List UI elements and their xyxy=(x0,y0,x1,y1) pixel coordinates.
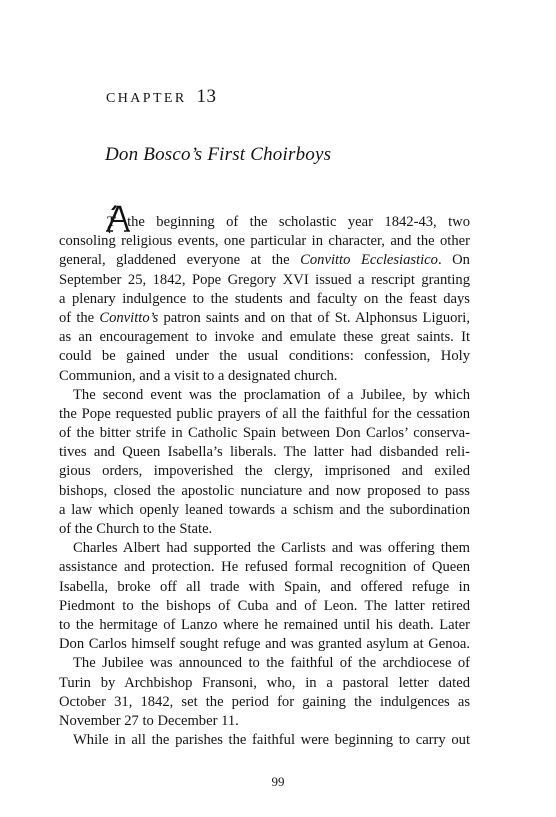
text-line: general, gladdened everyone at the Convitto Ecclesiastico. On xyxy=(59,252,470,269)
text-line: to the hermitage of Lanzo where he remained until his death. Later xyxy=(59,616,470,633)
text-line: bishops, closed the apostolic nunciature and now proposed to pass xyxy=(59,482,470,499)
text-line: of the Convitto’s patron saints and on that of St. Alphonsus Liguori, xyxy=(59,309,470,326)
chapter-title: Don Bosco’s First Choirboys xyxy=(105,144,332,165)
text-line: September 25, 1842, Pope Gregory XVI issued a rescript granting xyxy=(59,271,470,288)
text-line: as an encouragement to invoke and emulate these great saints. It xyxy=(59,329,470,346)
text-line: The second event was the proclamation of a Jubilee, by which xyxy=(73,386,470,403)
page-number: 99 xyxy=(271,774,285,789)
chapter-heading xyxy=(106,86,217,108)
text-line: Piedmont to the bishops of Cuba and of Leon. The latter retired xyxy=(59,597,470,614)
text-line: gious orders, impoverished the clergy, imprisoned and exiled xyxy=(59,463,470,480)
text-line: Turin by Archbishop Fransoni, who, in a pastoral letter dated xyxy=(59,674,470,691)
chapter-label: CHAPTER xyxy=(106,91,187,106)
text-line: tives and Queen Isabella’s liberals. The latter had disbanded reli- xyxy=(59,444,470,461)
text-line: Don Carlos himself sought refuge and was granted asylum at Genoa. xyxy=(59,636,470,653)
text-line: consoling religious events, one particular in character, and the other xyxy=(59,233,470,250)
text-line: T the beginning of the scholastic year 1842-43, two xyxy=(107,214,470,230)
paragraph-lines xyxy=(59,213,470,750)
text-line: could be gained under the usual conditions: confession, Holy xyxy=(59,348,470,365)
text-line: November 27 to December 11. xyxy=(59,712,239,729)
chapter-number: 13 xyxy=(196,86,217,107)
text-line: Isabella, broke off all trade with Spain, and offered refuge in xyxy=(59,578,470,595)
text-line: a law which openly leaned towards a schism and the subordination xyxy=(59,501,470,518)
text-line: Charles Albert had supported the Carlists and was offering them xyxy=(73,540,470,557)
text-line: Communion, and a visit to a designated church. xyxy=(59,367,338,384)
text-line: The Jubilee was announced to the faithful of the archdiocese of xyxy=(73,655,470,672)
text-line: of the Church to the State. xyxy=(59,521,213,537)
text-line: the Pope requested public prayers of all the faithful for the cessation xyxy=(59,405,470,422)
text-line: a plenary indulgence to the students and faculty on the feast days xyxy=(59,290,470,307)
text-line: While in all the parishes the faithful were beginning to carry out xyxy=(73,732,470,749)
text-line: assistance and protection. He refused formal recognition of Queen xyxy=(59,559,470,576)
text-line: of the bitter strife in Catholic Spain between Don Carlos’ conserva- xyxy=(59,425,470,442)
body-text xyxy=(59,213,470,750)
text-line: October 31, 1842, set the period for gaining the indulgences as xyxy=(59,693,470,710)
